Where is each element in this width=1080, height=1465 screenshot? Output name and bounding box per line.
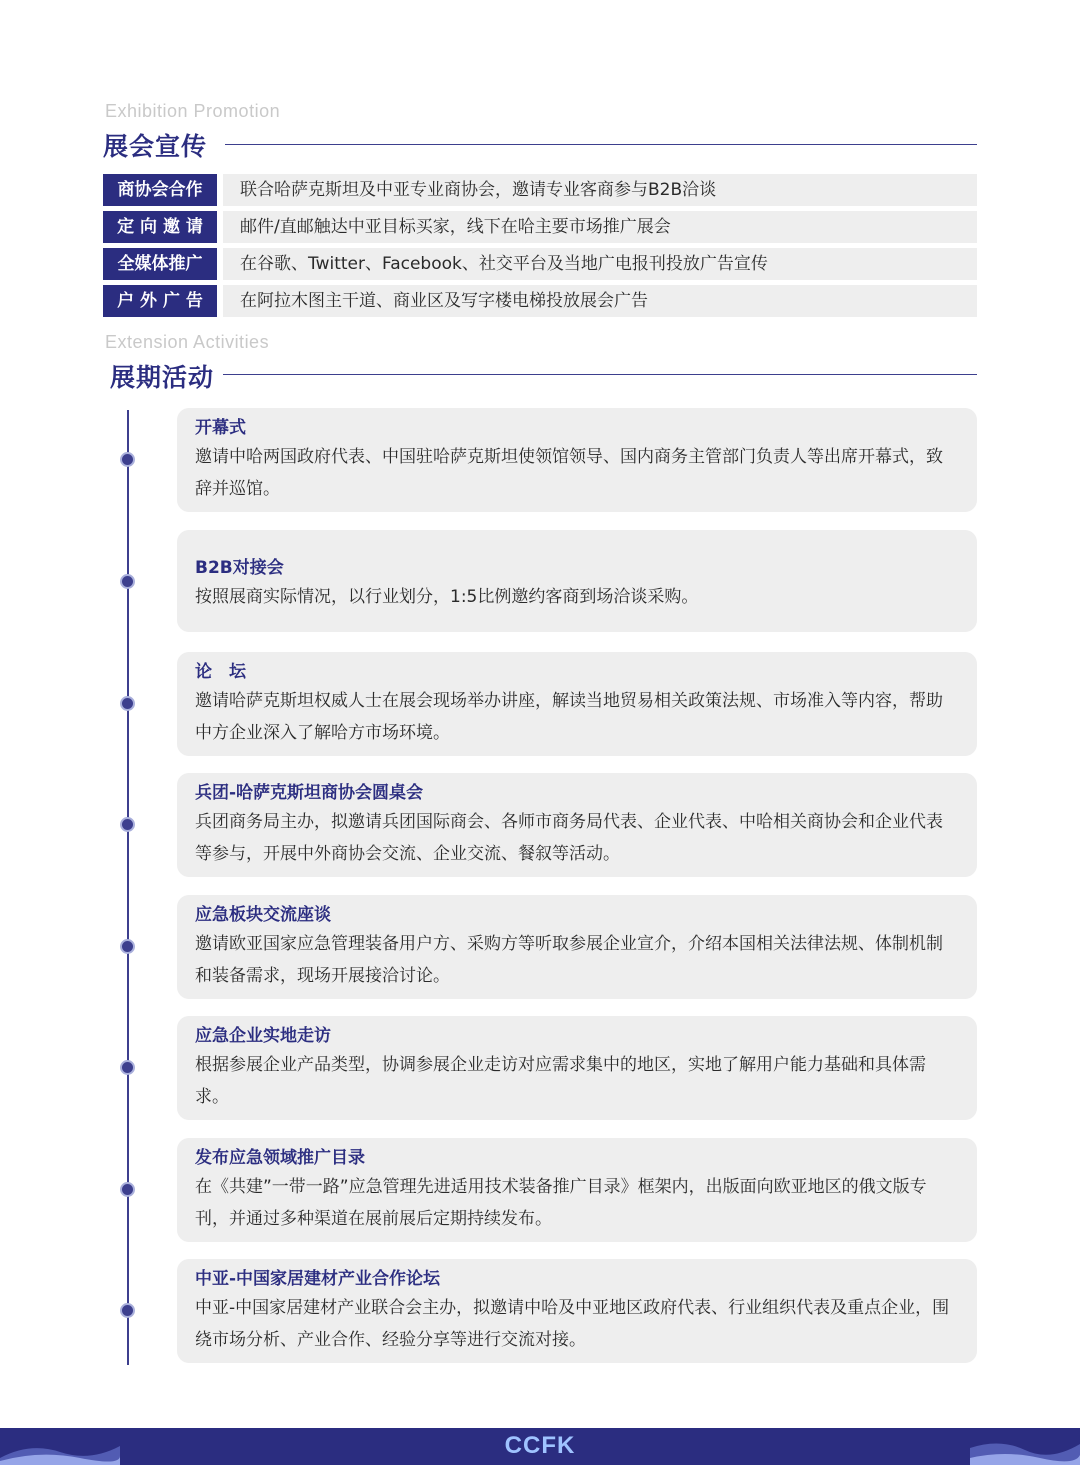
promo-tag: 户 外 广 告 <box>103 285 217 317</box>
activity-card <box>177 1016 977 1120</box>
promo-row <box>103 211 977 243</box>
activity-title: 发布应急领域推广目录 <box>195 1148 365 1168</box>
activity-card <box>177 1259 977 1363</box>
activity-title: 中亚-中国家居建材产业合作论坛 <box>195 1269 441 1289</box>
activity-body: 中亚-中国家居建材产业联合会主办，拟邀请中哈及中亚地区政府代表、行业组织代表及重点企业，围绕市场分析、产业合作、经验分享等进行交流对接。 <box>195 1298 950 1350</box>
activity-body: 兵团商务局主办，拟邀请兵团国际商会、各师市商务局代表、企业代表、中哈相关商协会和企业代表等参与，开展中外商协会交流、企业交流、餐叙等活动。 <box>195 812 943 864</box>
activity-title: 论 坛 <box>195 662 246 682</box>
activity-body: 邀请欧亚国家应急管理装备用户方、采购方等听取参展企业宣介，介绍本国相关法律法规、体制机制和装备需求，现场开展接洽讨论。 <box>195 934 943 986</box>
activity-body: 邀请哈萨克斯坦权威人士在展会现场举办讲座，解读当地贸易相关政策法规、市场准入等内容，帮助中方企业深入了解哈方市场环境。 <box>195 691 943 743</box>
promo-desc: 在阿拉木图主干道、商业区及写字楼电梯投放展会广告 <box>223 285 977 317</box>
activity-title: 应急板块交流座谈 <box>195 905 331 925</box>
activity-body: 根据参展企业产品类型，协调参展企业走访对应需求集中的地区，实地了解用户能力基础和具体需求。 <box>195 1055 926 1107</box>
promo-tag: 定 向 邀 请 <box>103 211 217 243</box>
promo-desc: 邮件/直邮触达中亚目标买家，线下在哈主要市场推广展会 <box>223 211 977 243</box>
activity-title: 开幕式 <box>195 418 246 438</box>
timeline-dot <box>120 1060 135 1075</box>
activity-body: 在《共建”一带一路”应急管理先进适用技术装备推广目录》框架内，出版面向欧亚地区的俄文版专刊，并通过多种渠道在展前展后定期持续发布。 <box>195 1177 927 1229</box>
promotion-divider <box>225 144 977 145</box>
activity-card <box>177 773 977 877</box>
footer-bar <box>0 1428 1080 1465</box>
activities-title: 展期活动 <box>110 363 215 392</box>
promo-tag: 全媒体推广 <box>103 248 217 280</box>
ccfk-logo: CCFK <box>504 1432 576 1459</box>
promo-desc: 在谷歌、Twitter、Facebook、社交平台及当地广电报刊投放广告宣传 <box>223 248 977 280</box>
activity-title: B2B对接会 <box>195 558 284 578</box>
promo-desc: 联合哈萨克斯坦及中亚专业商协会，邀请专业客商参与B2B洽谈 <box>223 174 977 206</box>
timeline-dot <box>120 574 135 589</box>
activity-card <box>177 895 977 999</box>
promo-tag: 商协会合作 <box>103 174 217 206</box>
promotion-en-title: Exhibition Promotion <box>105 101 281 121</box>
activity-title: 兵团-哈萨克斯坦商协会圆桌会 <box>195 783 424 803</box>
activity-card <box>177 1138 977 1242</box>
promotion-title: 展会宣传 <box>103 132 208 161</box>
decorative-wave-right <box>970 1428 1080 1465</box>
activity-title: 应急企业实地走访 <box>195 1026 331 1046</box>
activity-card <box>177 530 977 632</box>
activities-en-title: Extension Activities <box>105 332 270 352</box>
timeline-dot <box>120 452 135 467</box>
timeline-dot <box>120 817 135 832</box>
timeline-line <box>127 410 129 1365</box>
activity-card <box>177 408 977 512</box>
promo-row <box>103 285 977 317</box>
activities-divider <box>223 374 977 375</box>
timeline-dot <box>120 1182 135 1197</box>
timeline-dot <box>120 696 135 711</box>
timeline-dot <box>120 1303 135 1318</box>
activity-card <box>177 652 977 756</box>
promo-row <box>103 248 977 280</box>
timeline-dot <box>120 939 135 954</box>
activity-body: 按照展商实际情况，以行业划分，1:5比例邀约客商到场洽谈采购。 <box>195 587 699 607</box>
promo-row <box>103 174 977 206</box>
activity-body: 邀请中哈两国政府代表、中国驻哈萨克斯坦使领馆领导、国内商务主管部门负责人等出席开幕式，致辞并巡馆。 <box>195 447 943 499</box>
